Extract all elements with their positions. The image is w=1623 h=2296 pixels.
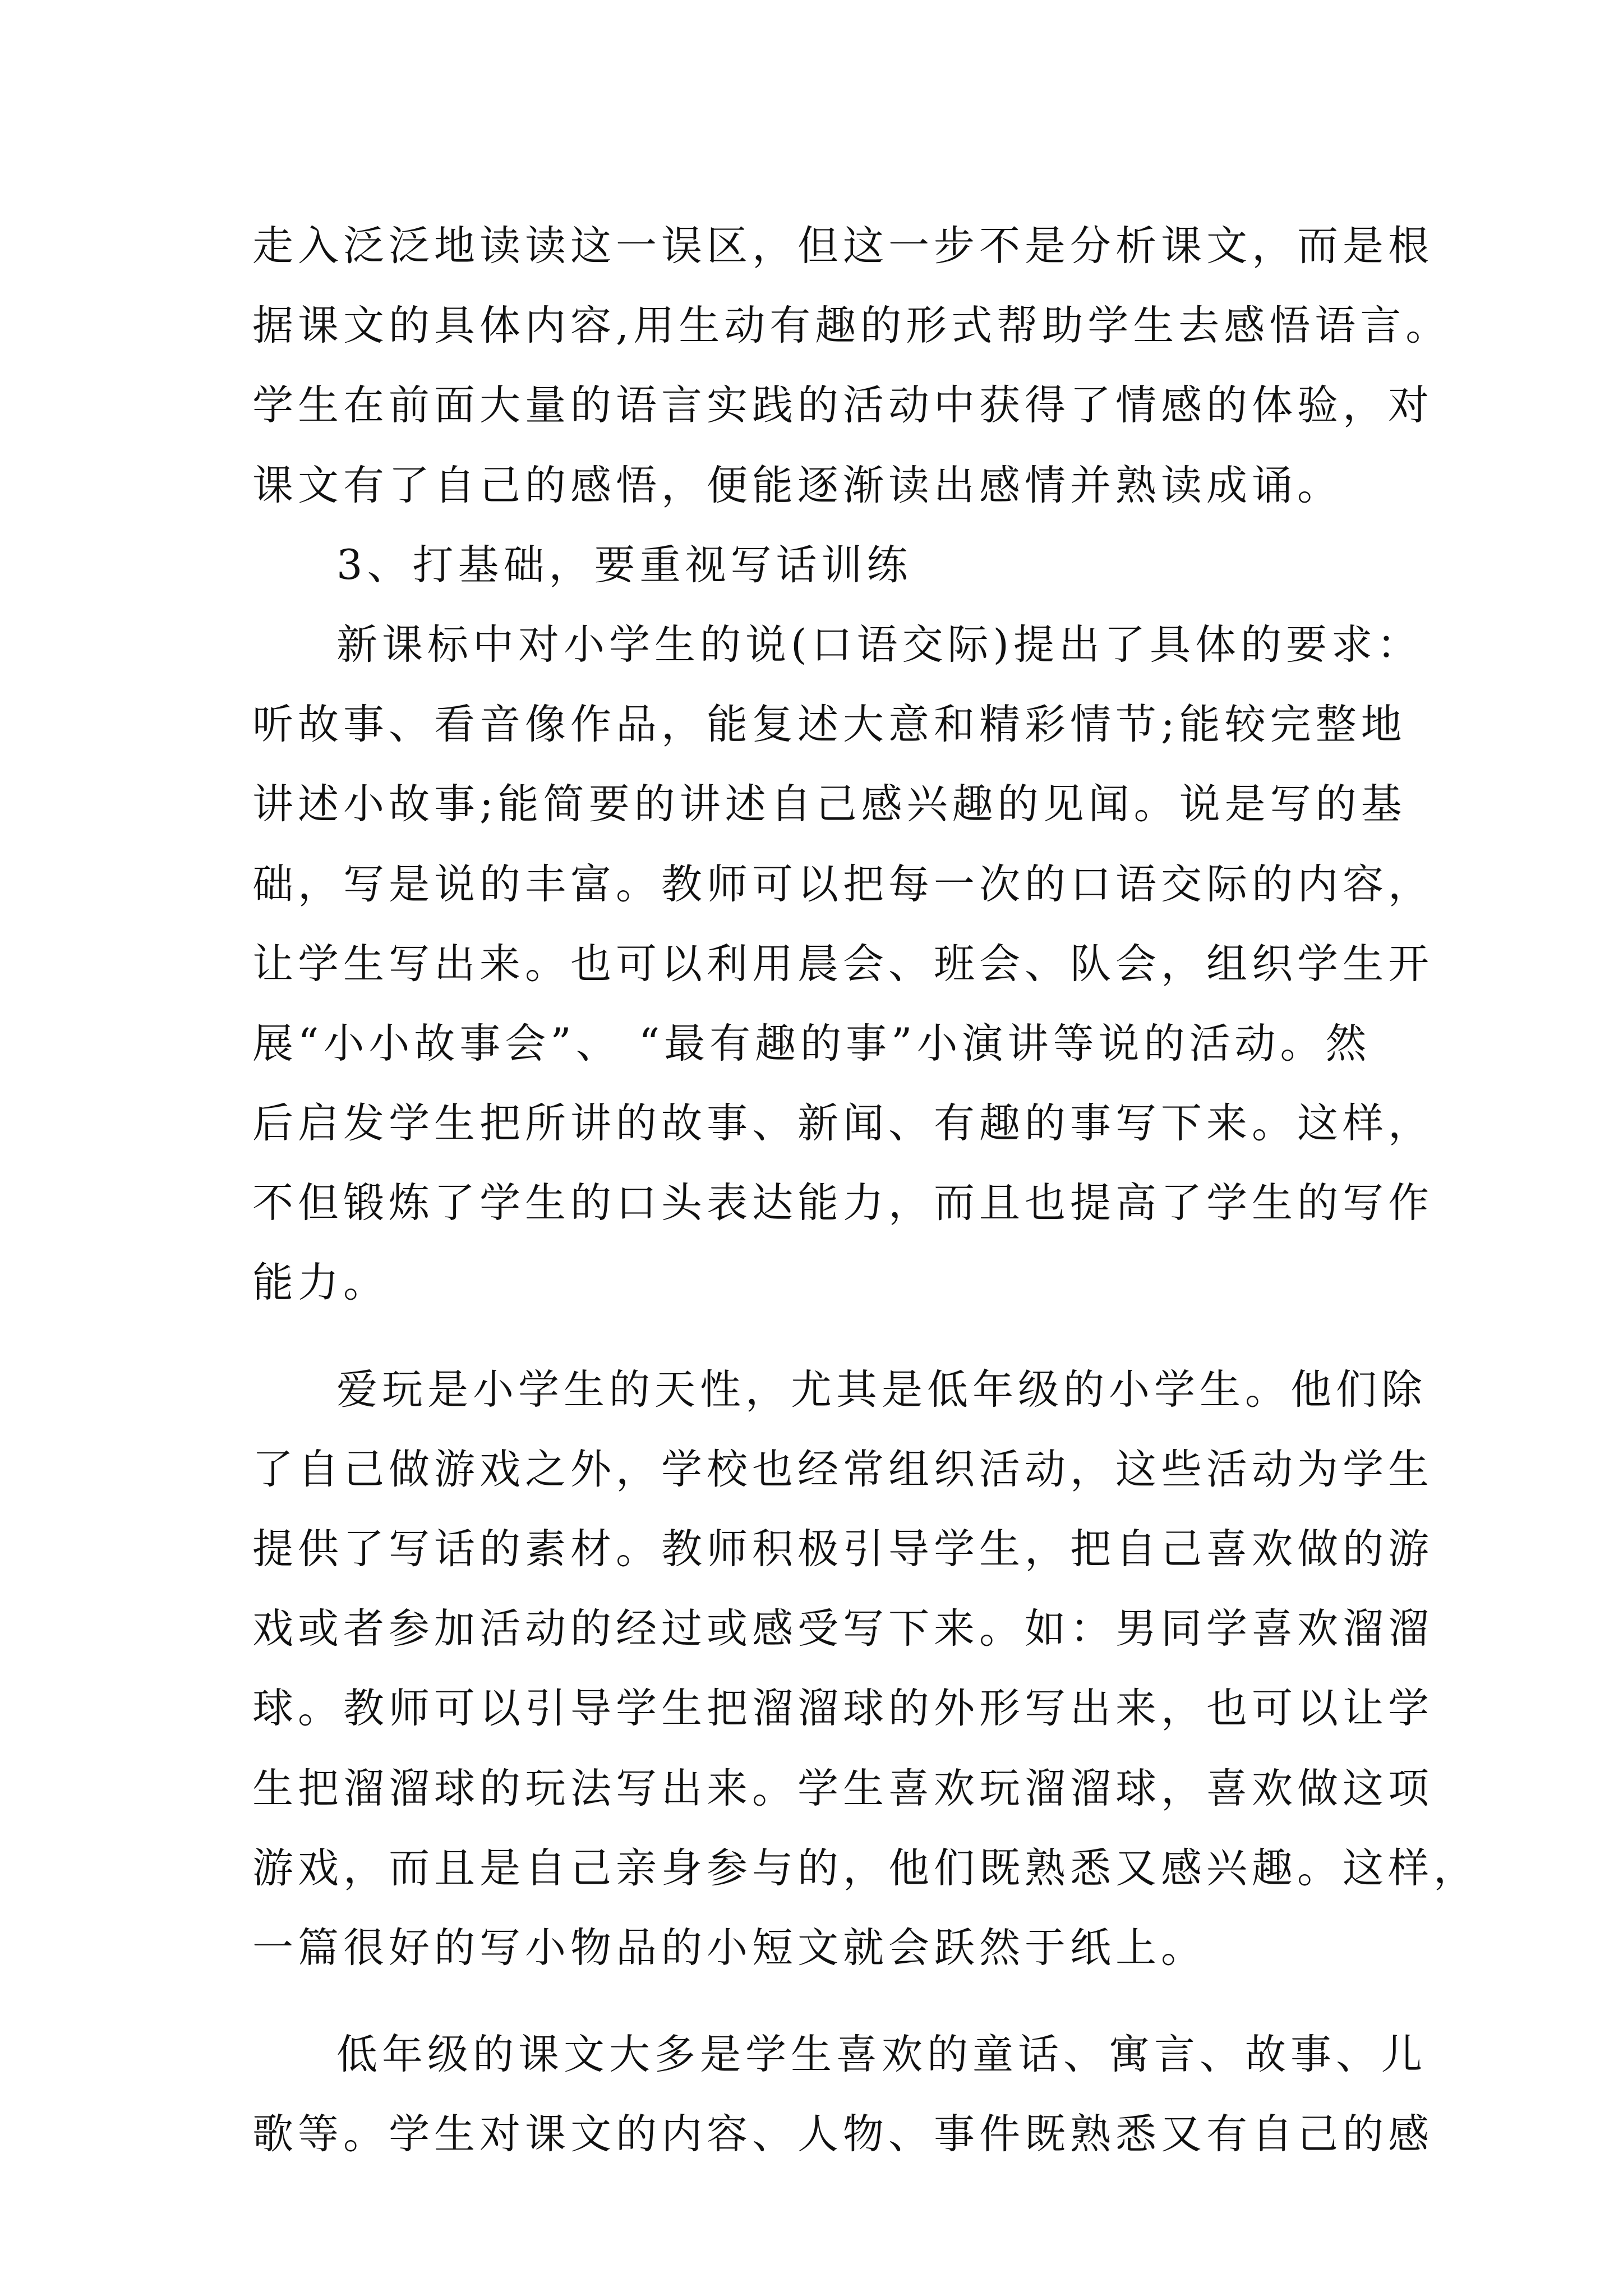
text-line: 让学生写出来。也可以利用晨会、班会、队会，组织学生开 <box>252 940 1433 988</box>
text-line: 能力。 <box>252 1259 389 1307</box>
text-line: 爱玩是小学生的天性，尤其是低年级的小学生。他们除 <box>336 1365 1427 1414</box>
text-line: 低年级的课文大多是学生喜欢的童话、寓言、故事、儿 <box>336 2031 1427 2079</box>
text-line: 球。教师可以引导学生把溜溜球的外形写出来，也可以让学 <box>252 1685 1433 1733</box>
text-line: 展“小小故事会”、 “最有趣的事”小演讲等说的活动。然 <box>252 1019 1371 1068</box>
paragraph-gap <box>252 1988 1458 2015</box>
text-line: 歌等。学生对课文的内容、人物、事件既熟悉又有自己的感 <box>252 2110 1433 2159</box>
text-line: 学生在前面大量的语言实践的活动中获得了情感的体验，对 <box>252 381 1433 430</box>
text-line: 据课文的具体内容,用生动有趣的形式帮助学生去感悟语言。 <box>252 302 1451 350</box>
text-line: 一篇很好的写小物品的小短文就会跃然于纸上。 <box>252 1924 1206 1972</box>
text-line: 生把溜溜球的玩法写出来。学生喜欢玩溜溜球，喜欢做这项 <box>252 1764 1433 1812</box>
text-line: 讲述小故事;能简要的讲述自己感兴趣的见闻。说是写的基 <box>252 780 1407 829</box>
text-line: 游戏，而且是自己亲身参与的，他们既熟悉又感兴趣。这样， <box>252 1844 1479 1892</box>
text-line: 新课标中对小学生的说(口语交际)提出了具体的要求： <box>336 620 1422 669</box>
text-line: 听故事、看音像作品，能复述大意和精彩情节;能较完整地 <box>252 701 1407 749</box>
text-line: 走入泛泛地读读这一误区，但这一步不是分析课文，而是根 <box>252 222 1433 270</box>
paragraph-gap <box>252 1323 1458 1350</box>
text-line: 不但锻炼了学生的口头表达能力，而且也提高了学生的写作 <box>252 1179 1433 1227</box>
text-line: 础，写是说的丰富。教师可以把每一次的口语交际的内容， <box>252 860 1433 908</box>
body-text <box>252 206 1479 2175</box>
text-line: 后启发学生把所讲的故事、新闻、有趣的事写下来。这样， <box>252 1099 1433 1148</box>
text-line: 提供了写话的素材。教师积极引导学生，把自己喜欢做的游 <box>252 1525 1433 1573</box>
text-line: 戏或者参加活动的经过或感受写下来。如：男同学喜欢溜溜 <box>252 1605 1433 1653</box>
text-line: 了自己做游戏之外，学校也经常组织活动，这些活动为学生 <box>252 1445 1433 1493</box>
section-heading: 3、打基础，要重视写话训练 <box>336 541 912 589</box>
text-line: 课文有了自己的感悟，便能逐渐读出感情并熟读成诵。 <box>252 461 1343 509</box>
